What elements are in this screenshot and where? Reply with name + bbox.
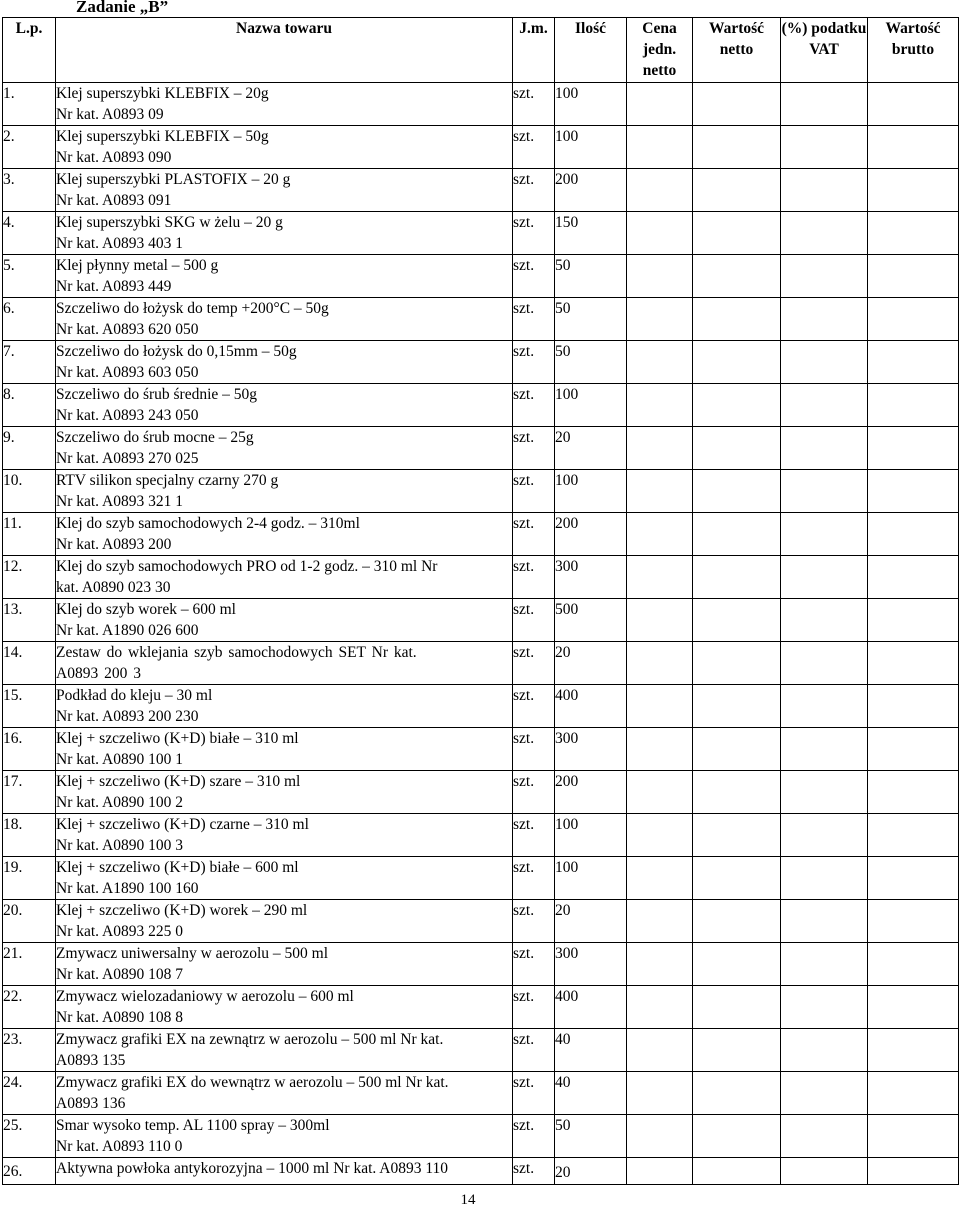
product-name-line: Zmywacz wielozadaniowy w aerozolu – 600 ml [56,988,354,1005]
gross-value-cell [868,771,959,814]
product-name-line: RTV silikon specjalny czarny 270 g [56,472,279,489]
net-value-cell [693,384,781,427]
unit-price-cell [627,728,693,771]
vat-cell [781,83,868,126]
unit-cell: szt. [513,83,555,126]
product-name [56,728,513,771]
row-number: 21. [3,943,56,986]
table-row [3,427,959,470]
unit-cell: szt. [513,642,555,685]
product-name [56,771,513,814]
table-row [3,1115,959,1158]
row-number: 7. [3,341,56,384]
net-value-cell [693,126,781,169]
document-title: Zadanie „B” [76,0,169,16]
net-value-cell [693,470,781,513]
unit-price-cell [627,556,693,599]
catalog-number-line: A0893 136 [56,1095,126,1112]
product-name-line: Klej + szczeliwo (K+D) białe – 310 ml [56,730,299,747]
net-value-cell [693,298,781,341]
unit-cell: szt. [513,1115,555,1158]
net-value-cell [693,341,781,384]
unit-price-cell [627,427,693,470]
header-unit: J.m. [513,18,555,83]
gross-value-cell [868,255,959,298]
product-name [56,427,513,470]
catalog-number-line: Nr kat. A0893 110 0 [56,1138,183,1155]
vat-cell [781,814,868,857]
catalog-number-line: Nr kat. A0893 09 [56,106,164,123]
row-number: 2. [3,126,56,169]
unit-cell: szt. [513,470,555,513]
header-row [3,18,959,83]
gross-value-cell [868,900,959,943]
row-number: 25. [3,1115,56,1158]
unit-price-cell [627,126,693,169]
quantity-cell: 20 [555,642,627,685]
product-name [56,943,513,986]
unit-cell: szt. [513,599,555,642]
unit-cell: szt. [513,384,555,427]
gross-value-cell [868,470,959,513]
table-row [3,470,959,513]
net-value-cell [693,1158,781,1185]
table-row [3,771,959,814]
quantity-cell: 100 [555,470,627,513]
gross-value-cell [868,83,959,126]
product-name [56,470,513,513]
row-number: 17. [3,771,56,814]
product-name-line: Szczeliwo do śrub średnie – 50g [56,386,258,403]
unit-cell: szt. [513,212,555,255]
unit-cell: szt. [513,1158,555,1185]
catalog-number-line: Nr kat. A0893 200 [56,536,172,553]
row-number: 14. [3,642,56,685]
net-value-cell [693,255,781,298]
vat-cell [781,470,868,513]
product-name [56,900,513,943]
gross-value-cell [868,513,959,556]
unit-price-cell [627,1029,693,1072]
unit-price-cell [627,384,693,427]
unit-cell: szt. [513,169,555,212]
product-name-line: Szczeliwo do łożysk do temp +200°C – 50g [56,300,329,317]
catalog-number-line: Nr kat. A0890 100 1 [56,751,184,768]
product-name-line: Klej superszybki SKG w żelu – 20 g [56,214,283,231]
vat-cell [781,126,868,169]
product-name [56,169,513,212]
header-net-value: Wartość netto [693,18,781,83]
product-name [56,642,513,685]
catalog-number-line: Nr kat. A0893 449 [56,278,172,295]
table-row [3,814,959,857]
vat-cell [781,857,868,900]
unit-cell: szt. [513,728,555,771]
vat-cell [781,986,868,1029]
vat-cell [781,169,868,212]
net-value-cell [693,642,781,685]
catalog-number-line: Nr kat. A1890 100 160 [56,880,199,897]
product-name-line: Zmywacz uniwersalny w aerozolu – 500 ml [56,945,329,962]
product-name [56,1029,513,1072]
vat-cell [781,771,868,814]
product-name-line: Smar wysoko temp. AL 1100 spray – 300ml [56,1117,330,1134]
unit-price-cell [627,341,693,384]
table-row [3,212,959,255]
gross-value-cell [868,1029,959,1072]
vat-cell [781,1158,868,1185]
net-value-cell [693,83,781,126]
vat-cell [781,599,868,642]
net-value-cell [693,986,781,1029]
row-number: 24. [3,1072,56,1115]
gross-value-cell [868,1072,959,1115]
row-number: 6. [3,298,56,341]
product-name-line: Klej do szyb samochodowych 2-4 godz. – 310ml [56,515,360,532]
unit-cell: szt. [513,857,555,900]
product-name-line: Klej do szyb worek – 600 ml [56,601,236,618]
row-number: 12. [3,556,56,599]
table-row [3,1158,959,1185]
catalog-number-line: Nr kat. A0890 108 7 [56,966,184,983]
table-row [3,1029,959,1072]
row-number: 20. [3,900,56,943]
net-value-cell [693,556,781,599]
catalog-number-line: A0893 135 [56,1052,126,1069]
header-lp: L.p. [3,18,56,83]
table-row [3,341,959,384]
unit-cell: szt. [513,986,555,1029]
vat-cell [781,513,868,556]
product-name [56,556,513,599]
quantity-cell: 50 [555,1115,627,1158]
row-number: 16. [3,728,56,771]
net-value-cell [693,1072,781,1115]
gross-value-cell [868,1115,959,1158]
header-name: Nazwa towaru [56,18,513,83]
vat-cell [781,943,868,986]
product-name-line: Zmywacz grafiki EX na zewnątrz w aerozolu – 500 ml Nr kat. [56,1031,444,1048]
table-row [3,599,959,642]
unit-price-cell [627,212,693,255]
table-row [3,255,959,298]
unit-price-cell [627,986,693,1029]
quantity-cell: 50 [555,341,627,384]
quantity-cell: 500 [555,599,627,642]
quantity-cell: 300 [555,728,627,771]
vat-cell [781,1115,868,1158]
gross-value-cell [868,814,959,857]
gross-value-cell [868,341,959,384]
row-number: 10. [3,470,56,513]
header-gross-value: Wartość brutto [868,18,959,83]
unit-cell: szt. [513,513,555,556]
product-name [56,986,513,1029]
gross-value-cell [868,126,959,169]
unit-cell: szt. [513,685,555,728]
vat-cell [781,1072,868,1115]
vat-cell [781,427,868,470]
catalog-number-line: A0893 200 3 [56,665,141,682]
unit-price-cell [627,814,693,857]
unit-cell: szt. [513,900,555,943]
product-name [56,212,513,255]
catalog-number-line: Nr kat. A0893 243 050 [56,407,199,424]
unit-price-cell [627,685,693,728]
product-name [56,126,513,169]
table-row [3,298,959,341]
product-name [56,814,513,857]
unit-price-cell [627,1115,693,1158]
quantity-cell: 50 [555,298,627,341]
unit-cell: szt. [513,255,555,298]
gross-value-cell [868,427,959,470]
net-value-cell [693,1029,781,1072]
row-number: 13. [3,599,56,642]
vat-cell [781,341,868,384]
product-name-line: Klej + szczeliwo (K+D) białe – 600 ml [56,859,299,876]
table-row [3,642,959,685]
gross-value-cell [868,384,959,427]
catalog-number-line: Nr kat. A0893 200 230 [56,708,199,725]
net-value-cell [693,427,781,470]
gross-value-cell [868,556,959,599]
header-vat: (%) podatku VAT [781,18,868,83]
row-number: 11. [3,513,56,556]
page-number: 14 [460,1192,476,1208]
gross-value-cell [868,642,959,685]
unit-price-cell [627,169,693,212]
unit-price-cell [627,470,693,513]
quantity-cell: 20 [555,1158,627,1185]
product-name [56,1072,513,1115]
gross-value-cell [868,857,959,900]
catalog-number-line: Nr kat. A0890 100 3 [56,837,184,854]
vat-cell [781,556,868,599]
table-row [3,728,959,771]
catalog-number-line: Nr kat. A0893 091 [56,192,172,209]
product-name [56,298,513,341]
quantity-cell: 150 [555,212,627,255]
row-number: 4. [3,212,56,255]
unit-price-cell [627,900,693,943]
header-quantity: Ilość [555,18,627,83]
unit-cell: szt. [513,1072,555,1115]
quantity-cell: 20 [555,900,627,943]
net-value-cell [693,943,781,986]
quantity-cell: 400 [555,685,627,728]
product-name [56,1158,513,1185]
unit-cell: szt. [513,814,555,857]
net-value-cell [693,728,781,771]
vat-cell [781,212,868,255]
catalog-number-line: Nr kat. A0893 403 1 [56,235,184,252]
vat-cell [781,900,868,943]
table-row [3,169,959,212]
vat-cell [781,384,868,427]
unit-cell: szt. [513,427,555,470]
product-name [56,513,513,556]
unit-price-cell [627,83,693,126]
unit-price-cell [627,298,693,341]
product-name [56,384,513,427]
product-name-line: Podkład do kleju – 30 ml [56,687,213,704]
table-row [3,513,959,556]
table-row [3,685,959,728]
net-value-cell [693,513,781,556]
product-name-line: Aktywna powłoka antykorozyjna – 1000 ml Nr kat. A0893 110 [56,1160,449,1177]
unit-cell: szt. [513,341,555,384]
product-name [56,857,513,900]
unit-price-cell [627,599,693,642]
unit-price-cell [627,943,693,986]
catalog-number-line: Nr kat. A1890 026 600 [56,622,199,639]
unit-cell: szt. [513,771,555,814]
quantity-cell: 200 [555,513,627,556]
product-name [56,255,513,298]
header-unit-price: Cena jedn. netto [627,18,693,83]
table-row [3,556,959,599]
product-name [56,599,513,642]
unit-cell: szt. [513,126,555,169]
row-number: 15. [3,685,56,728]
net-value-cell [693,599,781,642]
quantity-cell: 100 [555,384,627,427]
unit-price-cell [627,771,693,814]
row-number: 19. [3,857,56,900]
table-row [3,943,959,986]
row-number: 18. [3,814,56,857]
product-name [56,83,513,126]
row-number: 5. [3,255,56,298]
row-number: 9. [3,427,56,470]
vat-cell [781,1029,868,1072]
quantity-cell: 100 [555,83,627,126]
net-value-cell [693,857,781,900]
table-row [3,1072,959,1115]
unit-price-cell [627,1158,693,1185]
gross-value-cell [868,1158,959,1185]
catalog-number-line: Nr kat. A0893 321 1 [56,493,184,510]
product-name-line: Klej płynny metal – 500 g [56,257,219,274]
gross-value-cell [868,943,959,986]
unit-cell: szt. [513,1029,555,1072]
catalog-number-line: Nr kat. A0893 270 025 [56,450,199,467]
unit-price-cell [627,255,693,298]
product-name-line: Klej superszybki KLEBFIX – 50g [56,128,269,145]
catalog-number-line: Nr kat. A0890 108 8 [56,1009,184,1026]
gross-value-cell [868,599,959,642]
net-value-cell [693,1115,781,1158]
gross-value-cell [868,212,959,255]
row-number: 23. [3,1029,56,1072]
unit-price-cell [627,513,693,556]
catalog-number-line: Nr kat. A0893 603 050 [56,364,199,381]
net-value-cell [693,771,781,814]
table-row [3,126,959,169]
product-name-line: Klej superszybki KLEBFIX – 20g [56,85,269,102]
vat-cell [781,642,868,685]
quantity-cell: 40 [555,1029,627,1072]
vat-cell [781,255,868,298]
vat-cell [781,685,868,728]
product-name [56,685,513,728]
unit-price-cell [627,642,693,685]
product-name-line: Szczeliwo do śrub mocne – 25g [56,429,254,446]
unit-price-cell [627,1072,693,1115]
net-value-cell [693,169,781,212]
gross-value-cell [868,169,959,212]
row-number: 8. [3,384,56,427]
quantity-cell: 20 [555,427,627,470]
catalog-number-line: Nr kat. A0890 100 2 [56,794,184,811]
unit-cell: szt. [513,298,555,341]
product-name-line: Klej superszybki PLASTOFIX – 20 g [56,171,291,188]
price-table [2,17,959,1185]
quantity-cell: 40 [555,1072,627,1115]
net-value-cell [693,900,781,943]
unit-cell: szt. [513,943,555,986]
catalog-number-line: Nr kat. A0893 620 050 [56,321,199,338]
table-row [3,900,959,943]
quantity-cell: 300 [555,556,627,599]
row-number: 26. [3,1158,56,1185]
row-number: 1. [3,83,56,126]
vat-cell [781,298,868,341]
product-name-line: Klej + szczeliwo (K+D) czarne – 310 ml [56,816,309,833]
product-name [56,1115,513,1158]
table-row [3,83,959,126]
vat-cell [781,728,868,771]
net-value-cell [693,814,781,857]
quantity-cell: 50 [555,255,627,298]
quantity-cell: 200 [555,771,627,814]
net-value-cell [693,212,781,255]
product-name-line: Klej + szczeliwo (K+D) szare – 310 ml [56,773,301,790]
catalog-number-line: Nr kat. A0893 225 0 [56,923,184,940]
unit-price-cell [627,857,693,900]
quantity-cell: 100 [555,814,627,857]
quantity-cell: 400 [555,986,627,1029]
product-name-line: Zestaw do wklejania szyb samochodowych SET Nr kat. [56,644,417,661]
gross-value-cell [868,986,959,1029]
quantity-cell: 100 [555,857,627,900]
quantity-cell: 300 [555,943,627,986]
unit-cell: szt. [513,556,555,599]
product-name [56,341,513,384]
quantity-cell: 200 [555,169,627,212]
gross-value-cell [868,298,959,341]
row-number: 22. [3,986,56,1029]
product-name-line: Zmywacz grafiki EX do wewnątrz w aerozolu – 500 ml Nr kat. [56,1074,449,1091]
table-row [3,986,959,1029]
table-row [3,384,959,427]
quantity-cell: 100 [555,126,627,169]
row-number: 3. [3,169,56,212]
catalog-number-line: Nr kat. A0893 090 [56,149,172,166]
product-name-line: Klej + szczeliwo (K+D) worek – 290 ml [56,902,308,919]
table-row [3,857,959,900]
net-value-cell [693,685,781,728]
product-name-line: Klej do szyb samochodowych PRO od 1-2 godz. – 310 ml Nr [56,558,438,575]
gross-value-cell [868,685,959,728]
catalog-number-line: kat. A0890 023 30 [56,579,171,596]
product-name-line: Szczeliwo do łożysk do 0,15mm – 50g [56,343,297,360]
gross-value-cell [868,728,959,771]
